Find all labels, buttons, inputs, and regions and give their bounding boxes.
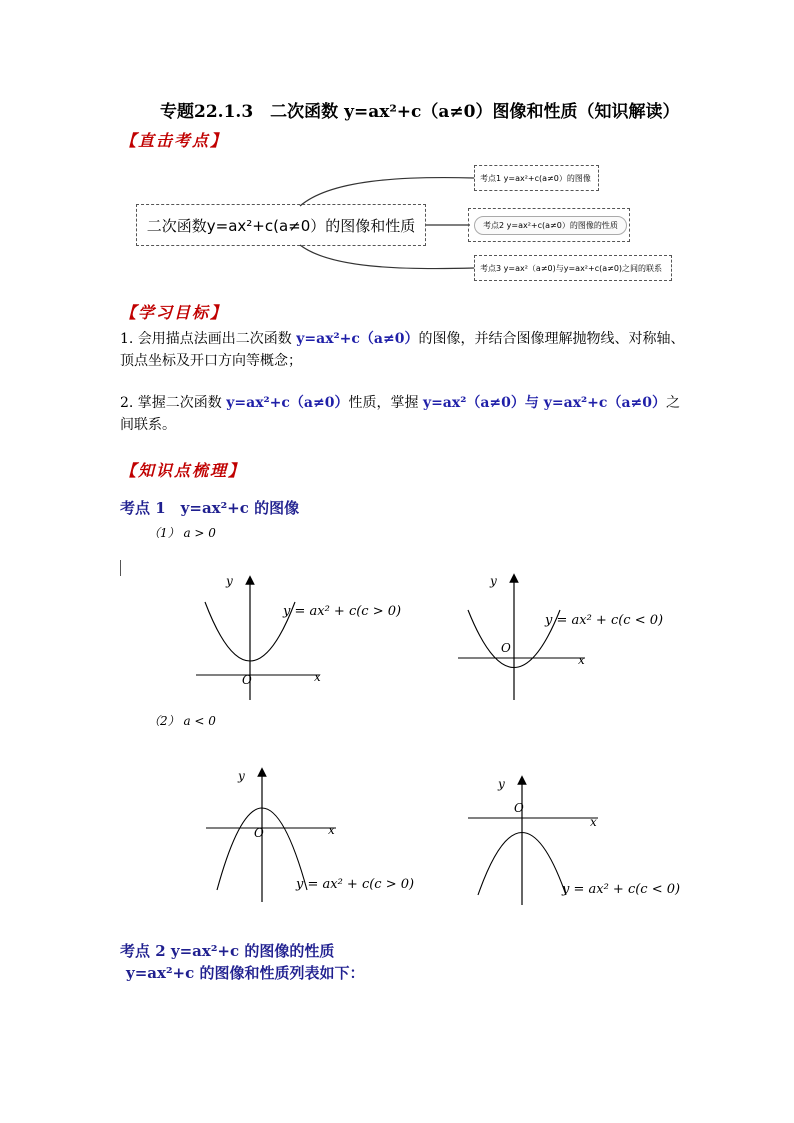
kp2-heading: 考点 2 y=ax²+c 的图像的性质 [120,942,335,960]
mindmap-root-node[interactable]: 二次函数y=ax²+c(a≠0）的图像和性质 [136,204,426,246]
graph-2-x-label: x [578,653,585,667]
goal-2: 2. 掌握二次函数 y=ax²+c（a≠0）性质，掌握 y=ax²（a≠0）与 y=ax²+c（a≠0）之间联系。 [120,395,680,433]
graph-1-x-label: x [314,670,321,684]
graph-2-y-label: y [490,574,497,588]
kp2-intro: y=ax²+c 的图像和性质列表如下： [126,964,365,982]
graph-4-x-label: x [590,815,597,829]
section-goals-heading: 【学习目标】 [120,303,229,322]
goal-1: 1. 会用描点法画出二次函数 y=ax²+c（a≠0）的图像，并结合图像理解抛物线、对称轴、顶点坐标及开口方向等概念； [120,331,685,369]
graph-4-origin: O [514,801,524,815]
mindmap-node-2-label: 考点2 y=ax²+c(a≠0）的图像的性质 [474,216,627,235]
page-title: 专题22.1.3 二次函数 y=ax²+c（a≠0）图像和性质（知识解读） [160,102,680,122]
graph-4 [468,777,680,905]
kp1-case-a-negative: （2） a < 0 [148,714,216,728]
graph-1-equation: y = ax² + c(c > 0) [283,604,402,619]
mindmap-node-3[interactable]: 考点3 y=ax²（a≠0)与y=ax²+c(a≠0)之间的联系 [474,255,672,281]
graph-4-equation: y = ax² + c(c < 0) [562,882,681,897]
graph-4-y-label: y [498,777,505,791]
graph-3 [206,769,414,902]
graph-3-y-label: y [238,769,245,783]
graph-3-x-label: x [328,823,335,837]
graph-3-equation: y = ax² + c(c > 0) [296,877,415,892]
kp1-heading: 考点 1 y=ax²+c 的图像 [120,499,300,517]
graph-3-origin: O [254,826,264,840]
graph-2-origin: O [501,641,511,655]
kp1-case-a-positive: （1） a > 0 [148,526,216,540]
mindmap-node-1[interactable]: 考点1 y=ax²+c(a≠0）的图像 [474,165,599,191]
graph-1-y-label: y [226,574,233,588]
section-knowledge-heading: 【知识点梳理】 [120,461,247,480]
graph-2-equation: y = ax² + c(c < 0) [545,613,664,628]
graph-1 [196,574,401,700]
graph-1-origin: O [242,673,252,687]
section-direct-heading: 【直击考点】 [120,131,229,150]
graph-2 [458,574,663,700]
